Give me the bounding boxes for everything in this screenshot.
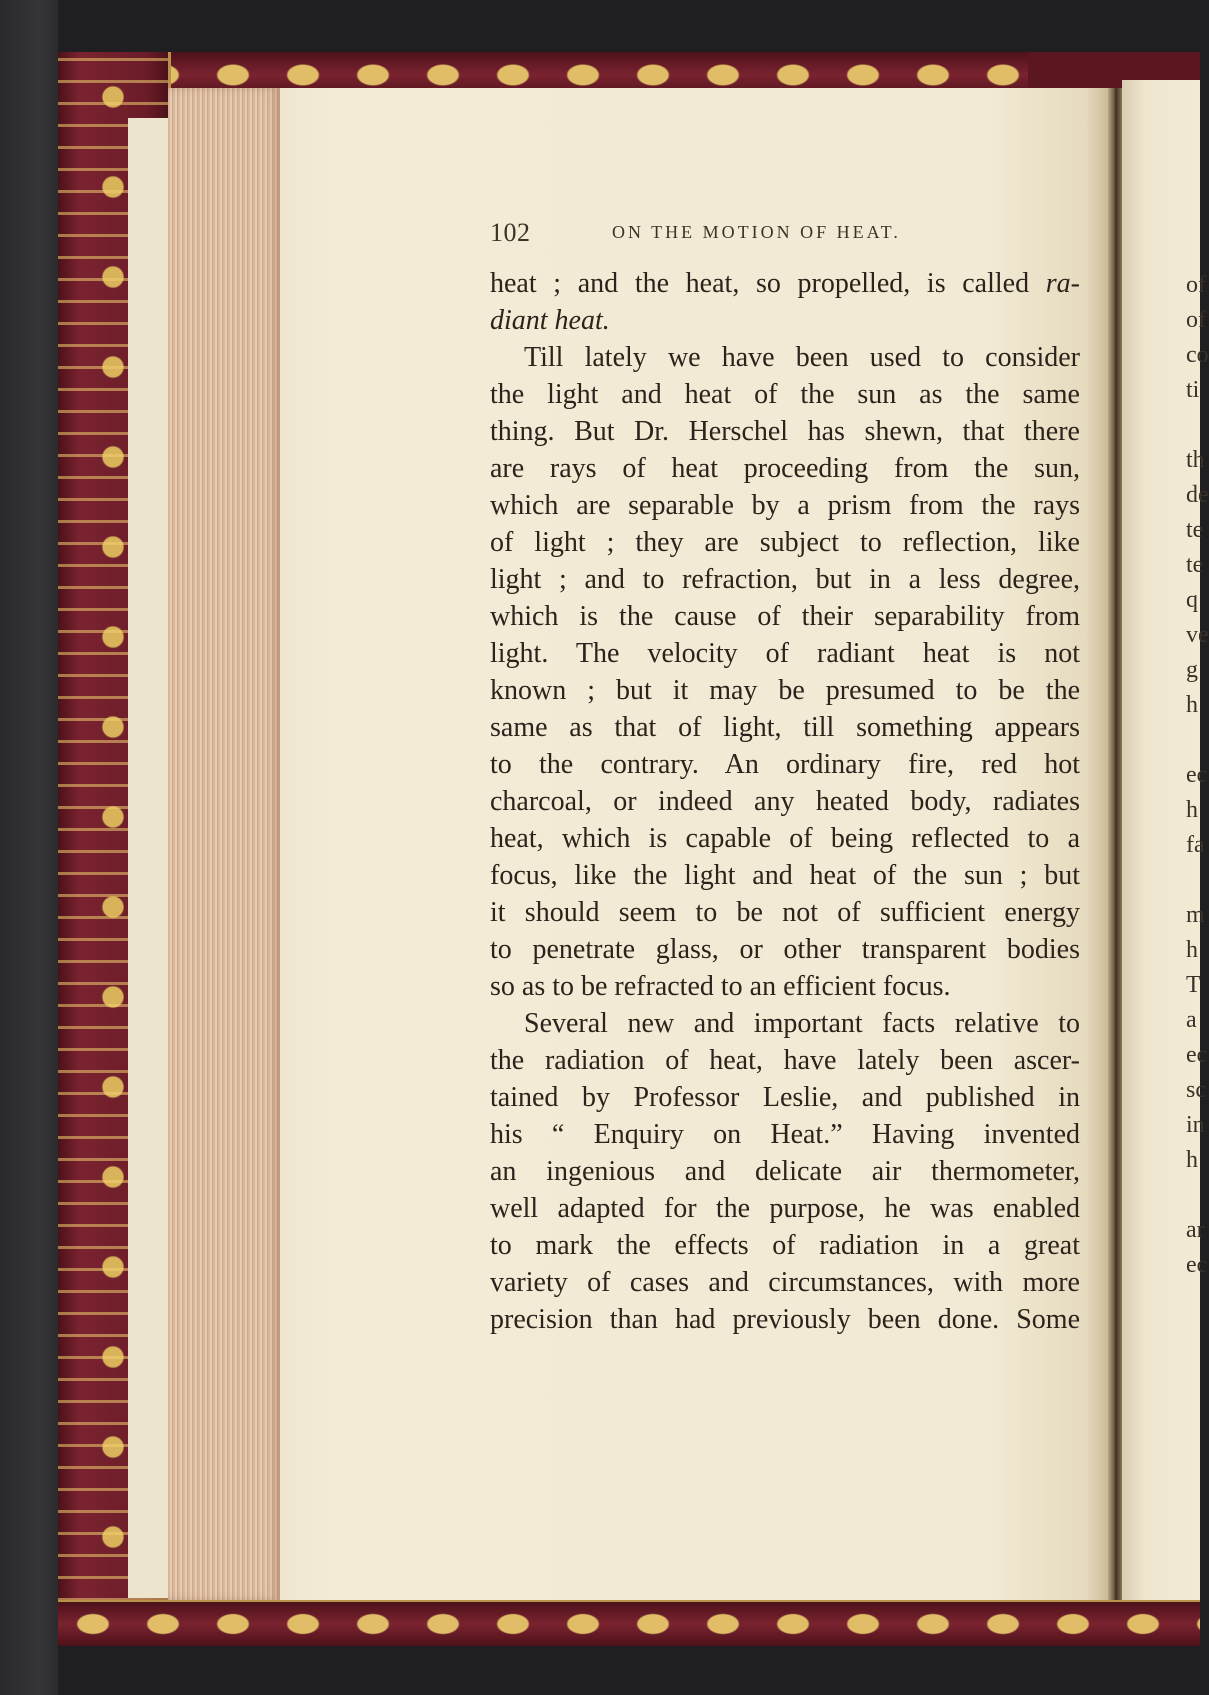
facing-fragment: th xyxy=(1186,447,1205,473)
text-line: light. The velocity of radiant heat is not xyxy=(490,638,1080,669)
facing-fragment: ti xyxy=(1186,377,1200,403)
text-line: heat, which is capable of being reflected to a xyxy=(490,823,1080,854)
text-line: focus, like the light and heat of the sun ; but xyxy=(490,860,1080,891)
facing-fragment: in xyxy=(1186,1112,1205,1138)
text-line: it should seem to be not of sufficient energy xyxy=(490,897,1080,928)
text-line: to mark the effects of radiation in a great xyxy=(490,1230,1080,1261)
text-line: well adapted for the purpose, he was enabled xyxy=(490,1193,1080,1224)
facing-fragment: te xyxy=(1186,552,1204,578)
facing-fragment: h xyxy=(1186,692,1198,718)
facing-fragment: ec xyxy=(1186,1252,1208,1278)
text-line-italic: diant heat. xyxy=(490,305,610,336)
facing-fragment: ve xyxy=(1186,622,1209,648)
facing-fragment: co xyxy=(1186,342,1209,368)
text-line: to the contrary. An ordinary fire, red hot xyxy=(490,749,1080,780)
text-line xyxy=(490,270,1080,298)
facing-fragment: g xyxy=(1186,657,1198,683)
facing-fragment: sc xyxy=(1186,1077,1206,1103)
text-line: Several new and important facts relative to xyxy=(524,1008,1080,1039)
text-line: charcoal, or indeed any heated body, radiates xyxy=(490,786,1080,817)
text-line: the radiation of heat, have lately been ascer- xyxy=(490,1045,1080,1076)
facing-fragment: of xyxy=(1186,307,1206,333)
facing-fragment: of xyxy=(1186,272,1206,298)
text-line: Till lately we have been used to consider xyxy=(524,342,1080,373)
facing-fragment: T xyxy=(1186,972,1201,998)
text-line: an ingenious and delicate air thermometer, xyxy=(490,1156,1080,1187)
book-gutter xyxy=(1108,88,1122,1600)
text-line: thing. But Dr. Herschel has shewn, that there xyxy=(490,416,1080,447)
text-line: of light ; they are subject to reflection, like xyxy=(490,527,1080,558)
running-head: ON THE MOTION OF HEAT. xyxy=(612,222,901,242)
facing-fragment: m xyxy=(1186,902,1205,928)
text-line: light ; and to refraction, but in a less degree, xyxy=(490,564,1080,595)
facing-fragment: ar xyxy=(1186,1217,1205,1243)
text-line: the light and heat of the sun as the same xyxy=(490,379,1080,410)
text-line: same as that of light, till something appears xyxy=(490,712,1080,743)
text-line-roman: heat ; and the heat, so propelled, is called xyxy=(490,268,1046,299)
facing-fragment: fa xyxy=(1186,832,1205,858)
facing-fragment: h xyxy=(1186,1147,1198,1173)
facing-fragment: h xyxy=(1186,797,1198,823)
background-strip xyxy=(0,0,58,1695)
text-line: are rays of heat proceeding from the sun, xyxy=(490,453,1080,484)
text-line: precision than had previously been done. Some xyxy=(490,1304,1080,1335)
text-line xyxy=(490,307,1080,335)
facing-fragment: ec xyxy=(1186,1042,1208,1068)
text-line: to penetrate glass, or other transparent bodies xyxy=(490,934,1080,965)
page-number: 102 xyxy=(490,218,531,247)
facing-fragment: h xyxy=(1186,937,1198,963)
text-line: tained by Professor Leslie, and published in xyxy=(490,1082,1080,1113)
facing-fragment: te xyxy=(1186,517,1204,543)
gilt-border-bottom xyxy=(58,1600,1200,1646)
text-line: variety of cases and circumstances, with more xyxy=(490,1267,1080,1298)
text-line: which is the cause of their separability from xyxy=(490,601,1080,632)
text-line: known ; but it may be presumed to be the xyxy=(490,675,1080,706)
facing-fragment: q xyxy=(1186,587,1198,613)
text-line: which are separable by a prism from the rays xyxy=(490,490,1080,521)
facing-fragment: de xyxy=(1186,482,1209,508)
facing-fragment: a xyxy=(1186,1007,1197,1033)
page-edges xyxy=(168,88,280,1600)
page-header xyxy=(490,218,950,250)
facing-fragment: ec xyxy=(1186,762,1208,788)
text-line: so as to be refracted to an efficient focus. xyxy=(490,971,951,1002)
text-line-italic: ra- xyxy=(1045,268,1080,299)
pastedown-paper xyxy=(128,118,170,1598)
text-line: his “ Enquiry on Heat.” Having invented xyxy=(490,1119,1080,1150)
